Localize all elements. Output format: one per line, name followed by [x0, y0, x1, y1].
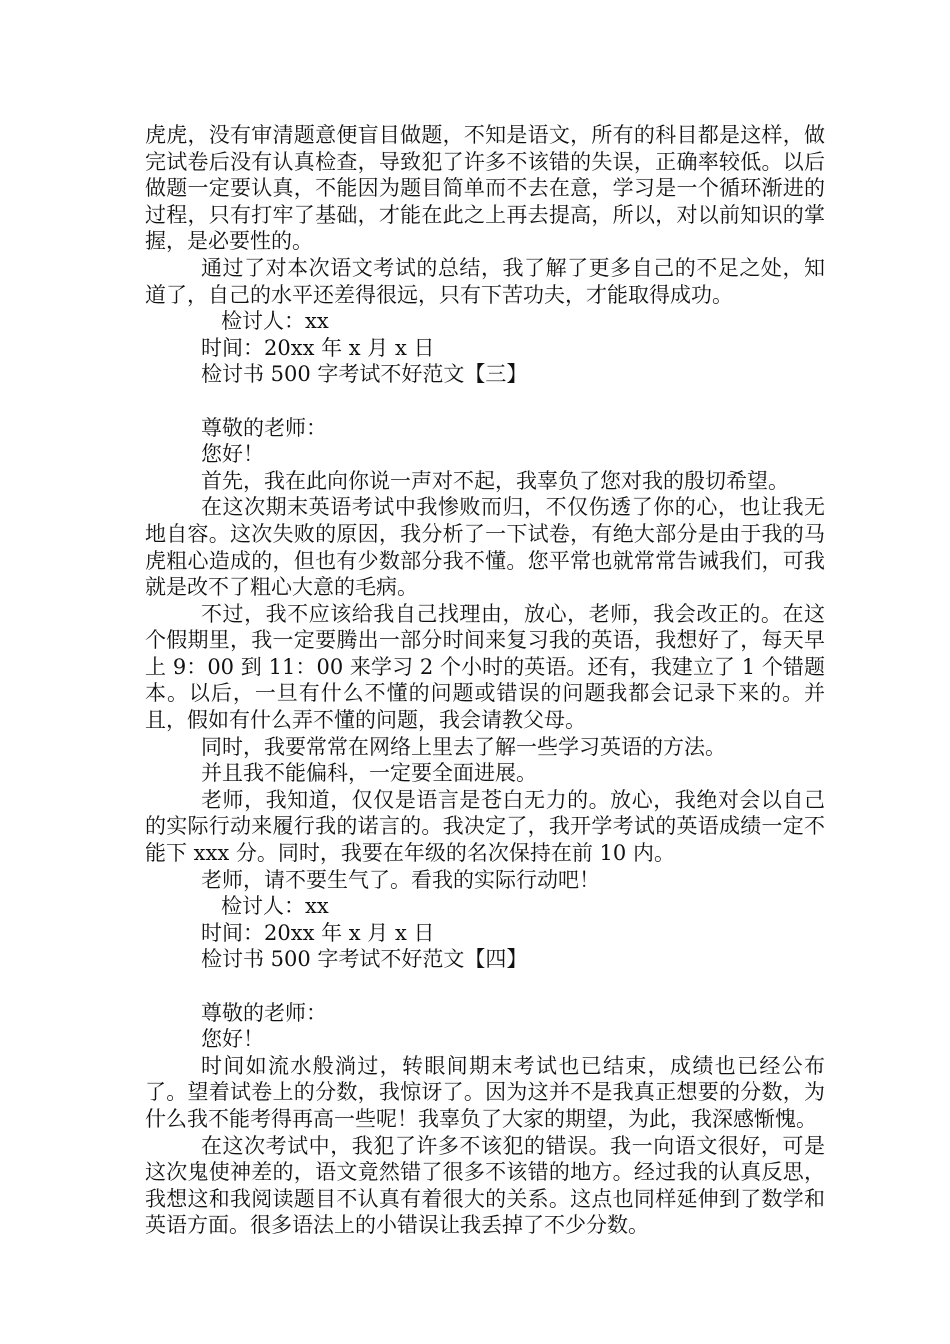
body-paragraph: 时间如流水般淌过，转眼间期末考试也已结束，成绩也已经公布了。望着试卷上的分数，我惊讶了。因为这并不是我真正想要的分数，为什么我不能考得再高一些呢！我辜负了大家的期望，为此，我深感惭愧。 [145, 1053, 825, 1131]
body-paragraph: 在这次考试中，我犯了许多不该犯的错误。我一向语文很好，可是这次鬼使神差的，语文竟然错了很多不该错的地方。经过我的认真反思，我想这和我阅读题目不认真有着很大的关系。这点也同样延伸到了数学和英语方面。很多语法上的小错误让我丢掉了不少分数。 [145, 1133, 825, 1238]
section-heading: 检讨书 500 字考试不好范文【四】 [201, 947, 528, 972]
salutation: 尊敬的老师： [201, 1000, 327, 1025]
date-line: 时间：20xx 年 x 月 x 日 [201, 335, 435, 360]
body-paragraph: 不过，我不应该给我自己找理由，放心，老师，我会改正的。在这个假期里，我一定要腾出一部分时间来复习我的英语，我想好了，每天早上 9：00 到 11：00 来学习 2 个小时的英语。还有，我建立了 1 个错题本。以后，一旦有什么不懂的问题或错误的问题我都会记录下来的。并且，假如有什么弄不懂的问题，我会请教父母。 [145, 601, 825, 733]
section-heading: 检讨书 500 字考试不好范文【三】 [201, 362, 528, 387]
signature-line: 检讨人：xx [221, 309, 329, 334]
blank-line [145, 388, 825, 415]
greeting: 您好！ [201, 442, 264, 467]
body-paragraph: 首先，我在此向你说一声对不起，我辜负了您对我的殷切希望。 [201, 468, 789, 493]
signature-line: 检讨人：xx [221, 894, 329, 919]
blank-line [145, 973, 825, 1000]
date-line: 时间：20xx 年 x 月 x 日 [201, 920, 435, 945]
body-paragraph: 在这次期末英语考试中我惨败而归，不仅伤透了你的心，也让我无地自容。这次失败的原因，我分析了一下试卷，有绝大部分是由于我的马虎粗心造成的，但也有少数部分我不懂。您平常也就常常告诫我们，可我就是改不了粗心大意的毛病。 [145, 495, 825, 600]
body-paragraph: 并且我不能偏科，一定要全面进展。 [201, 761, 537, 786]
body-paragraph: 同时，我要常常在网络上里去了解一些学习英语的方法。 [201, 734, 726, 759]
body-paragraph: 通过了对本次语文考试的总结，我了解了更多自己的不足之处，知道了，自己的水平还差得很远，只有下苦功夫，才能取得成功。 [145, 255, 825, 307]
body-paragraph: 老师，请不要生气了。看我的实际行动吧！ [201, 867, 600, 892]
body-paragraph: 老师，我知道，仅仅是语言是苍白无力的。放心，我绝对会以自己的实际行动来履行我的诺言的。我决定了，我开学考试的英语成绩一定不能下 xxx 分。同时，我要在年级的名次保持在前 10 内。 [145, 787, 825, 866]
document-page [145, 122, 825, 1239]
greeting: 您好！ [201, 1027, 264, 1052]
salutation: 尊敬的老师： [201, 415, 327, 440]
body-paragraph: 虎虎，没有审清题意便盲目做题，不知是语文，所有的科目都是这样，做完试卷后没有认真检查，导致犯了许多不该错的失误，正确率较低。以后做题一定要认真，不能因为题目简单而不去在意，学习是一个循环渐进的过程，只有打牢了基础，才能在此之上再去提高，所以，对以前知识的掌握，是必要性的。 [145, 123, 825, 254]
